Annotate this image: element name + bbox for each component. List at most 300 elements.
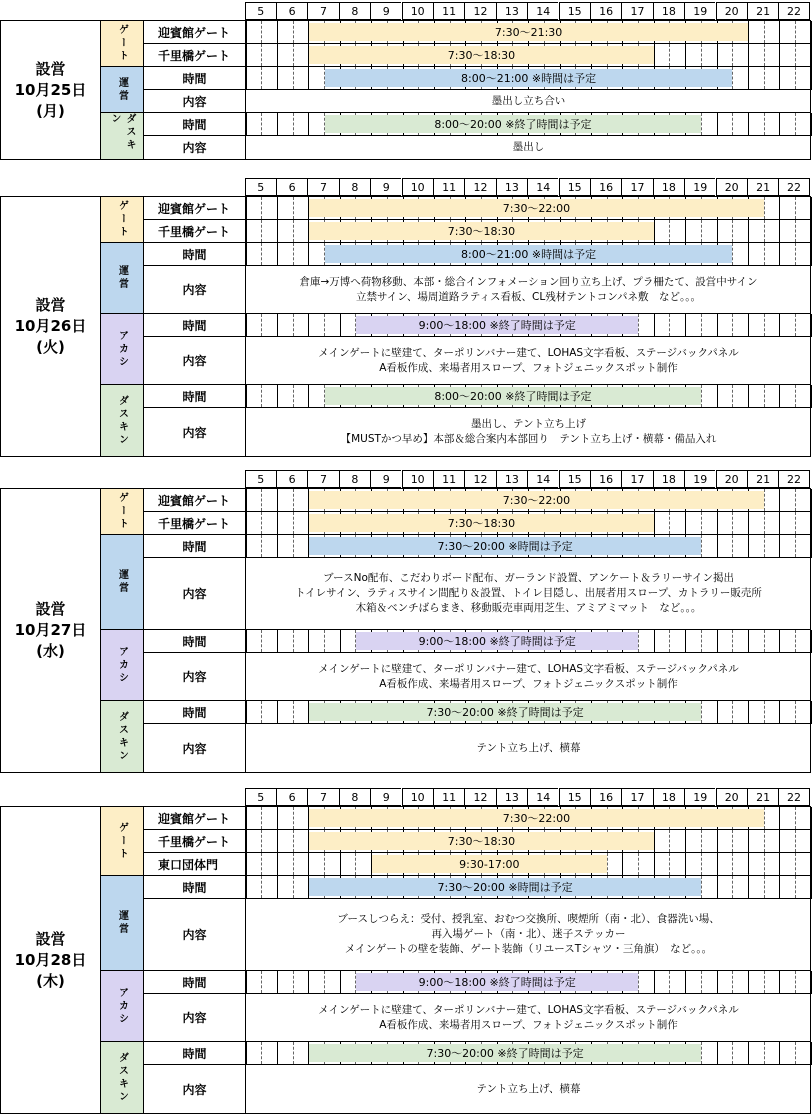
grid-half-line: [293, 807, 294, 829]
grid-half-line: [764, 830, 765, 852]
grid-line: [308, 385, 309, 407]
grid-line: [246, 385, 247, 407]
grid-half-line: [261, 385, 262, 407]
grid-line: [277, 385, 278, 407]
hour-cell: 12: [464, 470, 495, 488]
row-label: 東口団体門: [144, 853, 246, 876]
hour-cell: 22: [778, 788, 809, 806]
content-line: 【MUSTかつ早め】本部＆総合案内本部回り テント立ち上げ・横幕・備品入れ: [340, 433, 717, 445]
grid-line: [779, 853, 780, 875]
time-grid-row: [245, 197, 812, 220]
grid-half-line: [261, 830, 262, 852]
content-line: 墨出し: [512, 141, 545, 153]
grid-half-line: [795, 971, 796, 993]
grid-line: [340, 314, 341, 336]
grid-half-line: [261, 701, 262, 723]
hour-cell: 6: [276, 178, 307, 196]
grid-half-line: [795, 314, 796, 336]
time-bar-text: 8:00～20:00 ※終了時間は予定: [434, 118, 592, 131]
grid-line: [277, 971, 278, 993]
grid-line: [277, 243, 278, 265]
content-cell: [246, 266, 811, 314]
hour-cell: 21: [747, 2, 778, 20]
hour-cell: 20: [716, 2, 747, 20]
hour-cell: 21: [747, 470, 778, 488]
grid-line: [246, 876, 247, 898]
grid-line: [748, 21, 749, 43]
grid-line: [779, 807, 780, 829]
grid-half-line: [795, 807, 796, 829]
grid-line: [779, 243, 780, 265]
day-label: [1, 21, 101, 159]
hour-cell: 16: [590, 2, 621, 20]
hour-cell: 12: [464, 178, 495, 196]
grid-line: [717, 44, 718, 66]
grid-line: [717, 113, 718, 135]
hour-cell: 15: [559, 2, 590, 20]
hour-cell: 17: [621, 2, 652, 20]
category-unei: 運営: [101, 535, 144, 630]
day-title: 設営: [35, 929, 66, 948]
grid-line: [277, 876, 278, 898]
time-grid-row: [245, 385, 812, 408]
hour-cell: 7: [307, 2, 338, 20]
content-line: ブースNo配布、こだわりボード配布、ガーランド設置、アンケート＆ラリーサイン掲出: [322, 572, 735, 584]
grid-line: [685, 630, 686, 652]
grid-half-line: [732, 971, 733, 993]
grid-line: [779, 21, 780, 43]
grid-half-line: [638, 314, 639, 336]
hour-cell: 21: [747, 788, 778, 806]
grid-line: [277, 489, 278, 511]
grid-half-line: [261, 876, 262, 898]
hour-cell: 8: [339, 178, 370, 196]
content-line: A看板作成、来場者用スロープ、フォトジェニックスポット制作: [379, 361, 678, 374]
grid-line: [340, 971, 341, 993]
row-label: 時間: [144, 535, 246, 558]
time-bar: [309, 491, 763, 509]
time-bar: [356, 632, 638, 650]
content-line: 木箱＆ベンチばらまき、移動販売車両用芝生、アミアミマット など。。。: [355, 602, 702, 614]
day-table: [0, 488, 811, 773]
grid-half-line: [795, 853, 796, 875]
grid-line: [717, 512, 718, 534]
grid-half-line: [293, 512, 294, 534]
hour-cell: 10: [402, 2, 433, 20]
grid-line: [246, 113, 247, 135]
day-date: 10月26日: [14, 317, 87, 335]
row-label: 内容: [144, 266, 246, 314]
time-bar: [356, 316, 638, 334]
grid-line: [277, 21, 278, 43]
grid-line: [277, 314, 278, 336]
grid-line: [779, 67, 780, 89]
grid-line: [246, 971, 247, 993]
grid-line: [654, 512, 655, 534]
grid-half-line: [764, 971, 765, 993]
grid-half-line: [795, 113, 796, 135]
time-bar-text: 7:30～18:30: [447, 225, 516, 238]
hour-cell: 9: [370, 788, 401, 806]
grid-half-line: [764, 220, 765, 242]
time-grid-row: [245, 314, 812, 337]
grid-half-line: [701, 876, 702, 898]
content-cell: [246, 899, 811, 971]
grid-line: [779, 535, 780, 557]
grid-half-line: [732, 113, 733, 135]
grid-line: [654, 314, 655, 336]
grid-half-line: [669, 830, 670, 852]
row-label: 迎賓館ゲート: [144, 197, 246, 220]
grid-half-line: [669, 220, 670, 242]
grid-line: [246, 314, 247, 336]
hour-cell: 6: [276, 470, 307, 488]
grid-half-line: [701, 1042, 702, 1064]
content-line: トイレサイン、ラティスサイン間配り＆設置、トイレ目隠し、出展者用スロープ、カトラリー販売所: [295, 587, 762, 599]
time-grid-row: [245, 21, 812, 44]
grid-line: [308, 113, 309, 135]
row-label: 時間: [144, 971, 246, 994]
row-label: 内容: [144, 899, 246, 971]
hour-cell: 10: [402, 470, 433, 488]
hour-cell: 9: [370, 2, 401, 20]
grid-line: [779, 113, 780, 135]
grid-half-line: [701, 385, 702, 407]
grid-line: [308, 314, 309, 336]
grid-half-line: [795, 67, 796, 89]
row-label: 時間: [144, 701, 246, 724]
hour-cell: 16: [590, 788, 621, 806]
grid-line: [246, 853, 247, 875]
hour-cell: 8: [339, 788, 370, 806]
grid-line: [717, 701, 718, 723]
time-grid-row: [245, 113, 812, 136]
hour-cell: 18: [653, 2, 684, 20]
hour-cell: 18: [653, 788, 684, 806]
row-label: 時間: [144, 243, 246, 266]
grid-half-line: [732, 243, 733, 265]
grid-half-line: [795, 876, 796, 898]
hour-cell: 19: [684, 2, 715, 20]
grid-line: [779, 220, 780, 242]
grid-half-line: [732, 512, 733, 534]
time-grid-row: [245, 243, 812, 266]
grid-line: [277, 44, 278, 66]
grid-line: [748, 113, 749, 135]
content-cell: [246, 1065, 811, 1113]
day-date: 10月28日: [14, 950, 87, 969]
grid-half-line: [293, 535, 294, 557]
time-bar-text: 7:30～21:30: [494, 26, 563, 39]
row-label: 内容: [144, 90, 246, 113]
grid-half-line: [261, 220, 262, 242]
grid-half-line: [261, 853, 262, 875]
grid-half-line: [669, 44, 670, 66]
category-akashi: アカシ: [101, 971, 144, 1042]
grid-half-line: [293, 385, 294, 407]
hour-cell: 13: [496, 788, 527, 806]
day-label: [1, 489, 101, 772]
grid-line: [779, 701, 780, 723]
grid-half-line: [701, 535, 702, 557]
grid-half-line: [261, 1042, 262, 1064]
grid-half-line: [764, 876, 765, 898]
grid-line: [717, 220, 718, 242]
grid-line: [748, 853, 749, 875]
grid-line: [717, 385, 718, 407]
row-label: 時間: [144, 67, 246, 90]
grid-half-line: [795, 243, 796, 265]
grid-line: [717, 876, 718, 898]
grid-line: [748, 512, 749, 534]
grid-line: [277, 113, 278, 135]
time-bar-text: 9:30-17:00: [459, 857, 520, 871]
row-label: 時間: [144, 113, 246, 136]
grid-line: [685, 44, 686, 66]
category-dasukin: ダスキン: [101, 385, 144, 456]
hour-cell: 15: [559, 470, 590, 488]
category-dasukin: ダスキン: [101, 701, 144, 772]
grid-line: [748, 701, 749, 723]
grid-half-line: [732, 67, 733, 89]
grid-half-line: [764, 489, 765, 511]
grid-line: [685, 853, 686, 875]
hour-cell: 5: [245, 788, 276, 806]
hour-cell: 8: [339, 2, 370, 20]
content-line: メインゲートに壁建て、ターポリンバナー建て、LOHAS文字看板、ステージバックパネル: [318, 346, 739, 359]
grid-half-line: [261, 489, 262, 511]
grid-half-line: [732, 535, 733, 557]
grid-half-line: [701, 971, 702, 993]
time-bar-text: 9:00～18:00 ※終了時間は予定: [418, 976, 576, 989]
grid-line: [246, 21, 247, 43]
row-label: 内容: [144, 1065, 246, 1113]
category-gate: ゲート: [101, 197, 144, 243]
grid-line: [717, 853, 718, 875]
hour-cell: 11: [433, 178, 464, 196]
grid-line: [779, 512, 780, 534]
day-weekday: (水): [36, 642, 65, 660]
grid-half-line: [261, 314, 262, 336]
time-bar-text: 9:00～18:00 ※終了時間は予定: [418, 635, 576, 648]
grid-line: [685, 830, 686, 852]
grid-half-line: [764, 630, 765, 652]
grid-half-line: [324, 853, 325, 875]
grid-half-line: [293, 971, 294, 993]
hour-cell: 7: [307, 178, 338, 196]
day-title: 設営: [35, 296, 66, 314]
grid-half-line: [261, 971, 262, 993]
grid-line: [246, 512, 247, 534]
grid-half-line: [732, 853, 733, 875]
content-cell: [246, 994, 811, 1042]
row-label: 千里橋ゲート: [144, 220, 246, 243]
grid-half-line: [732, 44, 733, 66]
grid-half-line: [293, 21, 294, 43]
grid-half-line: [324, 630, 325, 652]
hour-cell: 7: [307, 788, 338, 806]
grid-half-line: [764, 243, 765, 265]
row-label: 内容: [144, 337, 246, 385]
grid-line: [246, 701, 247, 723]
grid-half-line: [795, 830, 796, 852]
hour-cell: 5: [245, 2, 276, 20]
grid-line: [277, 512, 278, 534]
grid-half-line: [764, 535, 765, 557]
time-bar-text: 7:30～20:00 ※時間は予定: [437, 540, 573, 553]
time-grid-row: [245, 807, 812, 830]
row-label: 迎賓館ゲート: [144, 489, 246, 512]
grid-half-line: [764, 701, 765, 723]
time-bar: [309, 514, 653, 532]
grid-half-line: [795, 701, 796, 723]
grid-half-line: [293, 314, 294, 336]
grid-half-line: [293, 44, 294, 66]
grid-line: [779, 876, 780, 898]
content-cell: [246, 558, 811, 630]
grid-half-line: [261, 44, 262, 66]
grid-line: [246, 220, 247, 242]
hour-cell: 7: [307, 470, 338, 488]
grid-half-line: [732, 1042, 733, 1064]
category-gate: ゲート: [101, 807, 144, 876]
hour-cell: 6: [276, 2, 307, 20]
content-line: 墨出し立ち合い: [491, 94, 566, 107]
hour-cell: 13: [496, 470, 527, 488]
grid-line: [277, 535, 278, 557]
time-grid-row: [245, 220, 812, 243]
day-table: [0, 806, 811, 1114]
hour-cell: 10: [402, 178, 433, 196]
time-grid-row: [245, 853, 812, 876]
grid-line: [654, 630, 655, 652]
grid-half-line: [607, 853, 608, 875]
row-label: 時間: [144, 876, 246, 899]
hour-cell: 5: [245, 178, 276, 196]
grid-half-line: [795, 21, 796, 43]
time-bar-text: 7:30～20:00 ※終了時間は予定: [426, 1047, 584, 1060]
row-label: 千里橋ゲート: [144, 44, 246, 67]
grid-half-line: [732, 385, 733, 407]
hour-cell: 11: [433, 2, 464, 20]
grid-half-line: [638, 971, 639, 993]
hour-cell: 12: [464, 788, 495, 806]
row-label: 時間: [144, 630, 246, 653]
grid-line: [277, 630, 278, 652]
time-grid-row: [245, 535, 812, 558]
time-bar-text: 7:30～18:30: [447, 49, 516, 62]
grid-line: [685, 971, 686, 993]
hour-cell: 17: [621, 178, 652, 196]
grid-half-line: [293, 830, 294, 852]
grid-line: [779, 489, 780, 511]
grid-half-line: [795, 220, 796, 242]
grid-half-line: [261, 807, 262, 829]
grid-half-line: [261, 535, 262, 557]
grid-half-line: [638, 853, 639, 875]
grid-half-line: [732, 220, 733, 242]
hour-cell: 22: [778, 178, 809, 196]
grid-half-line: [732, 701, 733, 723]
grid-line: [277, 701, 278, 723]
hour-cell: 19: [684, 178, 715, 196]
day-label: [1, 807, 101, 1113]
grid-half-line: [261, 113, 262, 135]
grid-half-line: [261, 512, 262, 534]
grid-half-line: [795, 630, 796, 652]
grid-line: [654, 830, 655, 852]
time-bar: [309, 222, 653, 240]
grid-line: [308, 67, 309, 89]
grid-half-line: [293, 243, 294, 265]
day-table: [0, 196, 811, 457]
grid-half-line: [669, 512, 670, 534]
grid-line: [654, 853, 655, 875]
grid-half-line: [764, 853, 765, 875]
grid-line: [779, 971, 780, 993]
grid-half-line: [669, 630, 670, 652]
hour-cell: 11: [433, 788, 464, 806]
hour-cell: 22: [778, 470, 809, 488]
day-label: [1, 197, 101, 456]
grid-line: [748, 44, 749, 66]
grid-half-line: [261, 243, 262, 265]
grid-line: [654, 220, 655, 242]
grid-line: [654, 971, 655, 993]
grid-half-line: [355, 853, 356, 875]
row-label: 迎賓館ゲート: [144, 21, 246, 44]
hour-cell: 12: [464, 2, 495, 20]
time-bar: [309, 537, 701, 555]
grid-line: [717, 971, 718, 993]
content-line: ブースしつらえ：受付、授乳室、おむつ交換所、喫煙所（南・北）、食器洗い場、: [337, 913, 720, 925]
category-akashi: アカシ: [101, 314, 144, 385]
time-bar: [309, 23, 748, 41]
content-cell: [246, 724, 811, 772]
time-grid-row: [245, 44, 812, 67]
time-grid-row: [245, 876, 812, 899]
grid-half-line: [701, 701, 702, 723]
time-bar: [309, 703, 701, 721]
grid-half-line: [701, 220, 702, 242]
category-gate: ゲート: [101, 21, 144, 67]
time-bar: [325, 69, 732, 87]
content-cell: [246, 408, 811, 456]
grid-line: [277, 1042, 278, 1064]
time-bar-text: 7:30～22:00: [502, 202, 571, 215]
grid-line: [340, 853, 341, 875]
time-grid-row: [245, 1042, 812, 1065]
hour-cell: 8: [339, 470, 370, 488]
grid-line: [717, 535, 718, 557]
hour-cell: 21: [747, 178, 778, 196]
hour-cell: 20: [716, 178, 747, 196]
row-label: 千里橋ゲート: [144, 830, 246, 853]
grid-half-line: [261, 630, 262, 652]
row-label: 内容: [144, 408, 246, 456]
time-bar-text: 7:30～20:00 ※終了時間は予定: [426, 706, 584, 719]
time-bar: [309, 1044, 701, 1062]
grid-line: [685, 314, 686, 336]
grid-half-line: [324, 314, 325, 336]
grid-line: [779, 830, 780, 852]
grid-half-line: [293, 630, 294, 652]
grid-line: [779, 44, 780, 66]
grid-line: [246, 535, 247, 557]
row-label: 千里橋ゲート: [144, 512, 246, 535]
grid-half-line: [795, 385, 796, 407]
time-bar-text: 8:00～21:00 ※時間は予定: [461, 248, 597, 261]
